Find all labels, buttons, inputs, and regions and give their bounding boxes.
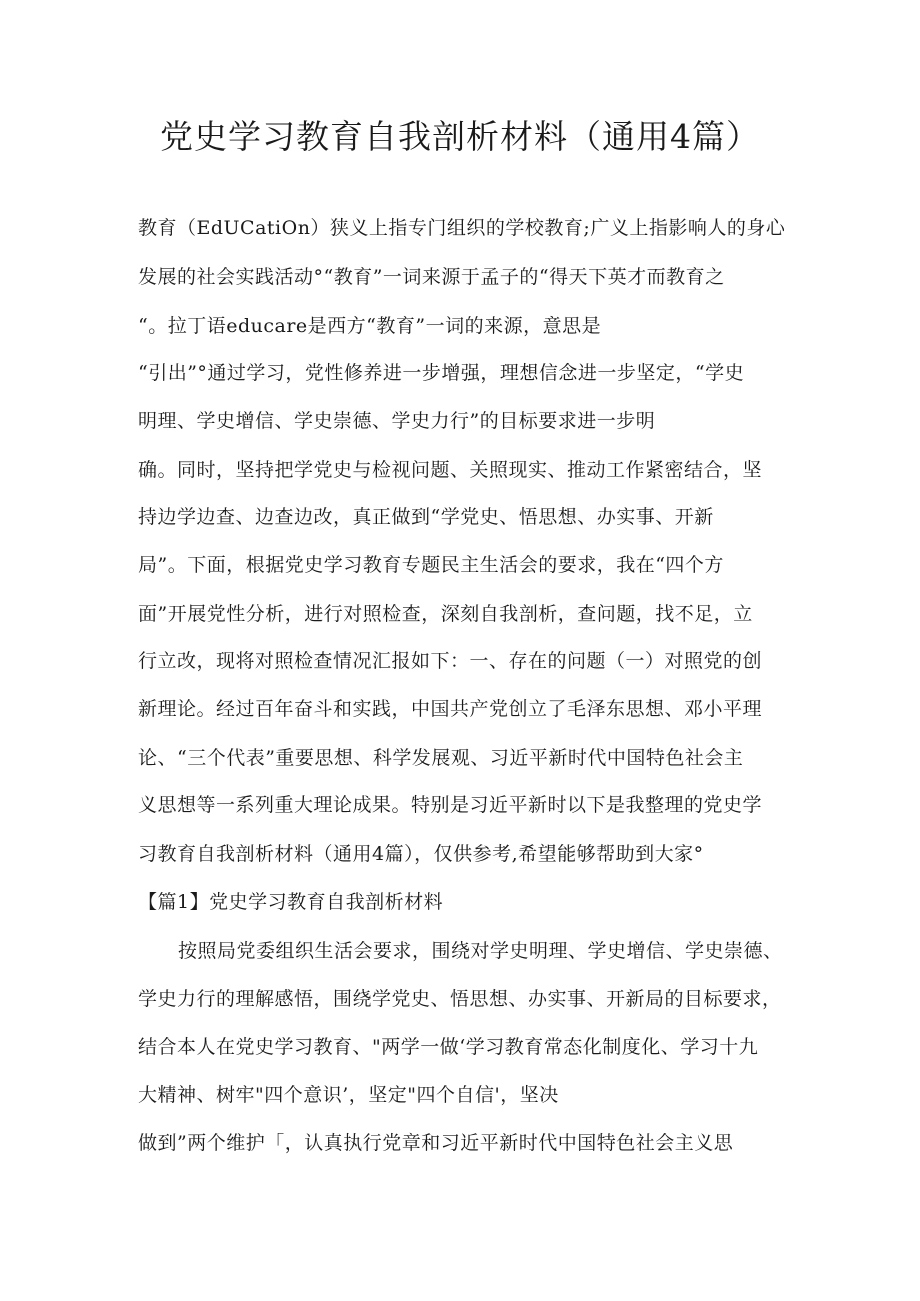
document-title: 党史学习教育自我剖析材料（通用4篇）: [160, 117, 760, 156]
body-line: 做到”两个维护「，认真执行党章和习近平新时代中国特色社会主义思: [138, 1132, 734, 1154]
intro-line: “。拉丁语educare是西方“教育”一词的来源，意思是: [138, 315, 602, 337]
intro-line: 确。同时，坚持把学党史与检视问题、关照现实、推动工作紧密结合，坚: [138, 459, 763, 481]
intro-line: 义思想等一系列重大理论成果。特别是习近平新时以下是我整理的党史学: [138, 794, 763, 816]
body-line: 按照局党委组织生活会要求，围绕对学史明理、学史增信、学史崇德、: [178, 940, 783, 962]
intro-line: 持边学边查、边查边改，真正做到“学党史、悟思想、办实事、开新: [138, 506, 714, 528]
section-heading: 【篇1】党史学习教育自我剖析材料: [138, 891, 444, 913]
intro-line: 教育（EdUCatiOn）狭义上指专门组织的学校教育;广义上指影响人的身心: [138, 217, 786, 239]
body-line: 学史力行的理解感悟，围绕学党史、悟思想、办实事、开新局的目标要求，: [138, 988, 782, 1010]
intro-line: 发展的社会实践活动°“教育”一词来源于孟子的“得天下英才而教育之: [138, 266, 725, 288]
body-line: 大精神、树牢"四个意识’，坚定"四个自信'，坚决: [138, 1084, 559, 1106]
intro-line: 新理论。经过百年奋斗和实践，中国共产党创立了毛泽东思想、邓小平理: [138, 698, 763, 720]
intro-line: 习教育自我剖析材料（通用4篇），仅供参考,希望能够帮助到大家°: [138, 843, 704, 865]
intro-line: “引出”°通过学习，党性修养进一步增强，理想信念进一步坚定，“学史: [138, 362, 745, 384]
intro-line: 面”开展党性分析，进行对照检查，深刻自我剖析，查问题，找不足，立: [138, 603, 753, 625]
intro-line: 明理、学史增信、学史崇德、学史力行”的目标要求进一步明: [138, 410, 656, 432]
body-line: 结合本人在党史学习教育、"两学一做‘学习教育常态化制度化、学习十九: [138, 1036, 759, 1058]
intro-line: 论、“三个代表”重要思想、科学发展观、习近平新时代中国特色社会主: [138, 747, 744, 769]
intro-line: 局”。下面，根据党史学习教育专题民主生活会的要求，我在“四个方: [138, 554, 724, 576]
intro-line: 行立改，现将对照检查情况汇报如下：一、存在的问题（一）对照党的创: [138, 650, 763, 672]
